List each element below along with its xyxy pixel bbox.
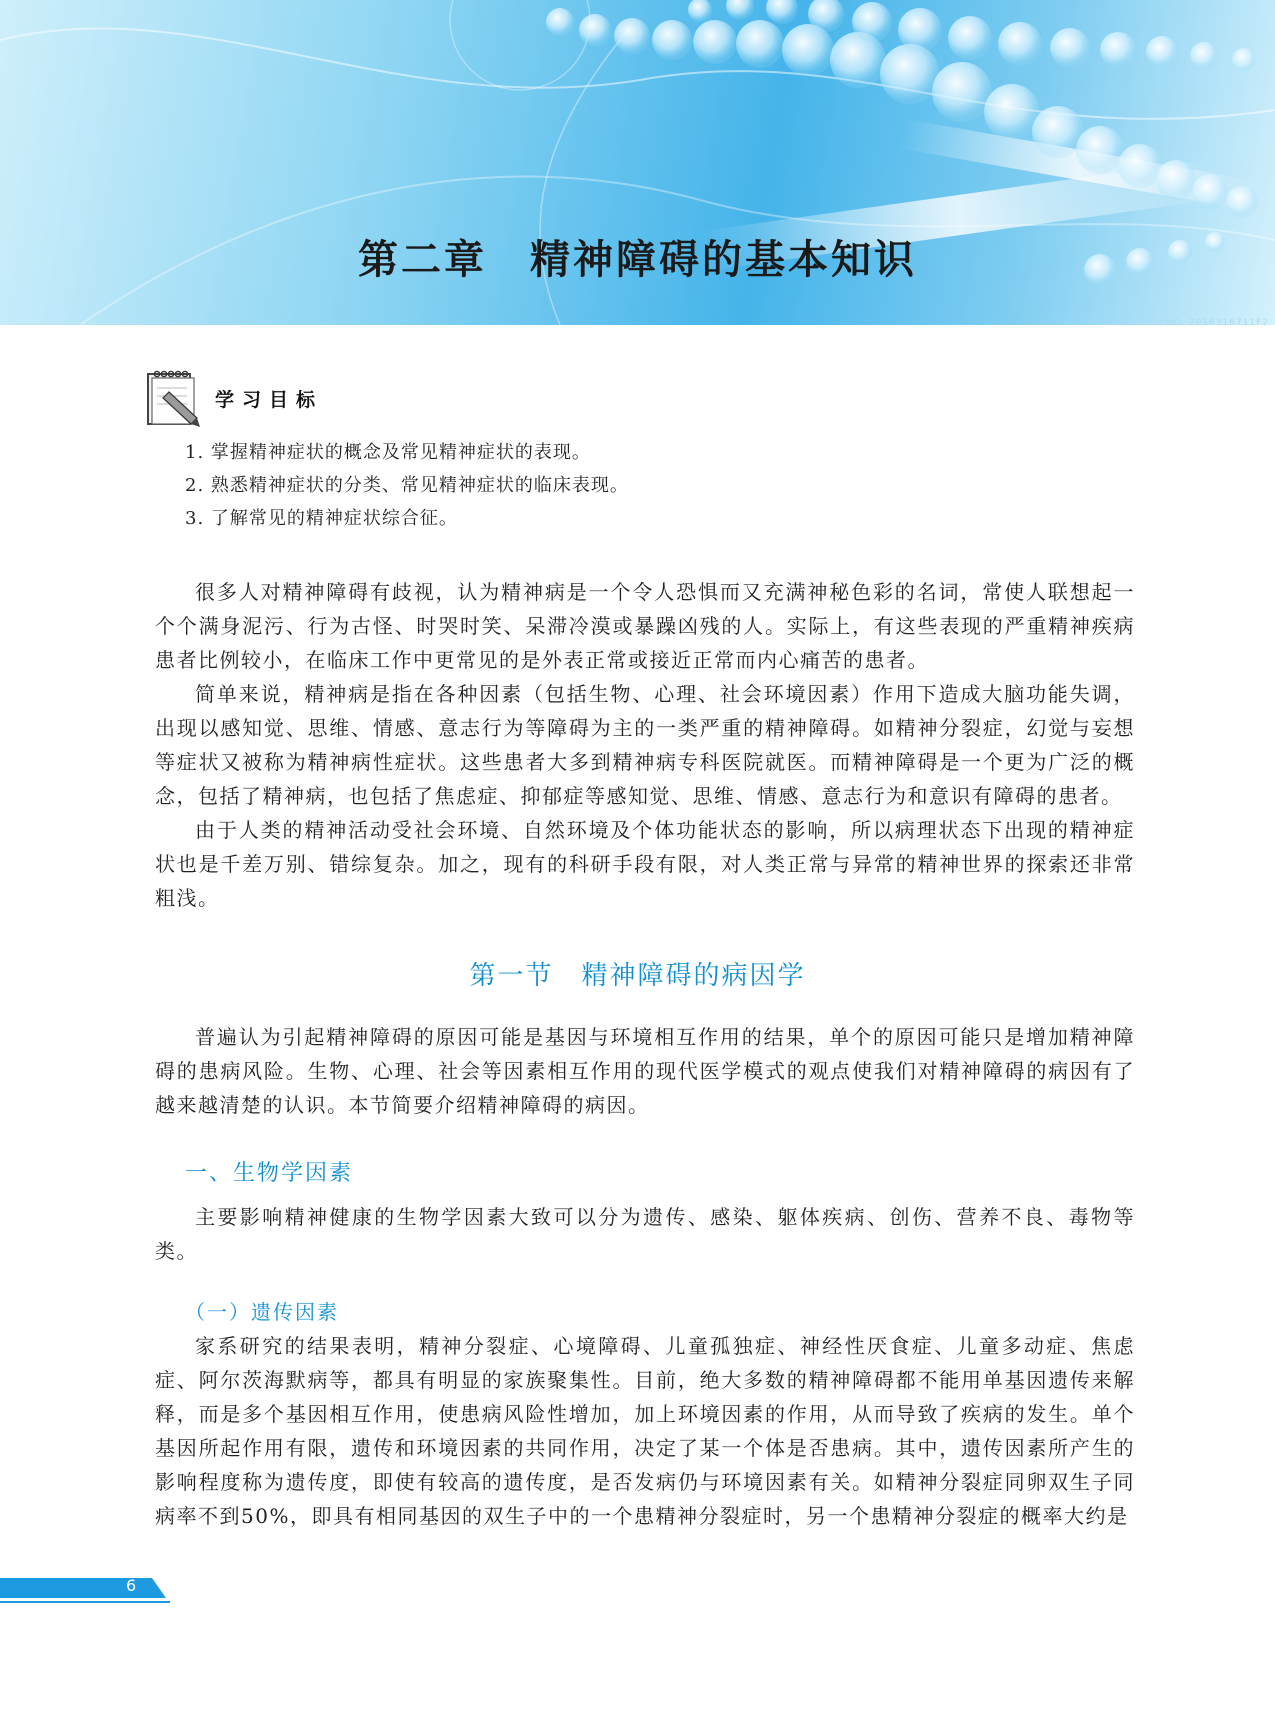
objectives-list xyxy=(145,436,1145,535)
paragraph: 简单来说，精神病是指在各种因素（包括生物、心理、社会环境因素）作用下造成大脑功能失调，出现以感知觉、思维、情感、意志行为等障碍为主的一类严重的精神障碍。如精神分裂症，幻觉与妄想等症状又被称为精神病性症状。这些患者大多到精神病专科医院就医。而精神障碍是一个更为广泛的概念，包括了精神病，也包括了焦虑症、抑郁症等感知觉、思维、情感、意志行为和意识有障碍的患者。 xyxy=(155,682,1135,808)
notepad-pencil-icon xyxy=(145,368,201,428)
subsection-text xyxy=(155,1200,1135,1268)
section-title: 第一节 精神障碍的病因学 xyxy=(469,961,806,991)
chapter-title: 第二章 精神障碍的基本知识 xyxy=(358,236,917,283)
paragraph: 家系研究的结果表明，精神分裂症、心境障碍、儿童孤独症、神经性厌食症、儿童多动症、焦虑症、阿尔茨海默病等，都具有明显的家族聚集性。目前，绝大多数的精神障碍都不能用单基因遗传来解释，而是多个基因相互作用，使患病风险性增加，加上环境因素的作用，从而导致了疾病的发生。单个基因所起作用有限，遗传和环境因素的共同作用，决定了某一个体是否患病。其中，遗传因素所产生的影响程度称为遗传度，即使有较高的遗传度，是否发病仍与环境因素有关。如精神分裂症同卵双生子同病率不到50%，即具有相同基因的双生子中的一个患精神分裂症时，另一个患精神分裂症的概率大约是 xyxy=(155,1334,1135,1528)
subsection-heading: 一、生物学因素 xyxy=(185,1161,354,1186)
paragraph: 普遍认为引起精神障碍的原因可能是基因与环境相互作用的结果，单个的原因可能只是增加精神障碍的患病风险。生物、心理、社会等因素相互作用的现代医学模式的观点使我们对精神障碍的病因有了越来越清楚的认识。本节简要介绍精神障碍的病因。 xyxy=(155,1025,1135,1117)
footer-page-tab xyxy=(0,1578,175,1604)
objective-item: 3. 了解常见的精神症状综合征。 xyxy=(185,508,458,529)
paragraph: 由于人类的精神活动受社会环境、自然环境及个体功能状态的影响，所以病理状态下出现的精神症状也是千差万别、错综复杂。加之，现有的科研手段有限，对人类正常与异常的精神世界的探索还非常粗浅。 xyxy=(155,818,1135,910)
paragraph: 主要影响精神健康的生物学因素大致可以分为遗传、感染、躯体疾病、创伤、营养不良、毒物等类。 xyxy=(155,1205,1135,1263)
objective-item: 1. 掌握精神症状的概念及常见精神症状的表现。 xyxy=(185,442,591,463)
objectives-header xyxy=(145,368,1145,428)
banner-stamp: NO. 2016316711F2 xyxy=(1165,318,1269,328)
sub-subsection-text xyxy=(155,1329,1135,1533)
objectives-title: 学习目标 xyxy=(215,388,324,411)
objective-item: 2. 熟悉精神症状的分类、常见精神症状的临床表现。 xyxy=(185,475,629,496)
page-number: 6 xyxy=(126,1576,137,1595)
intro-text xyxy=(155,575,1135,915)
chapter-banner xyxy=(0,0,1275,325)
sub-subsection-heading: （一）遗传因素 xyxy=(185,1300,339,1324)
learning-objectives xyxy=(145,368,1145,535)
section-intro xyxy=(155,1020,1135,1122)
paragraph: 很多人对精神障碍有歧视，认为精神病是一个令人恐惧而又充满神秘色彩的名词，常使人联想起一个个满身泥污、行为古怪、时哭时笑、呆滞冷漠或暴躁凶残的人。实际上，有这些表现的严重精神疾病患者比例较小，在临床工作中更常见的是外表正常或接近正常而内心痛苦的患者。 xyxy=(155,580,1135,672)
